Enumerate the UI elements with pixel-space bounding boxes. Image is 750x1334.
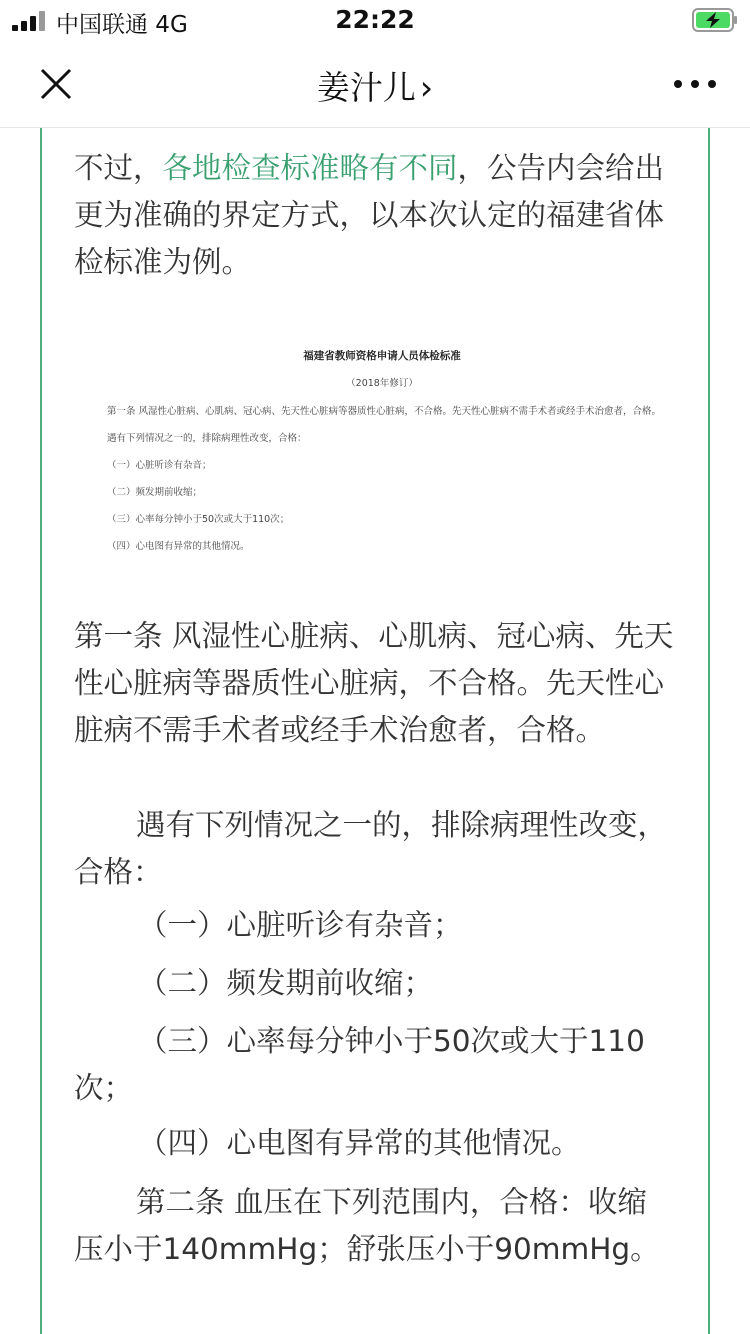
list-item-2: （二）频发期前收缩； — [138, 966, 434, 1000]
list-item-4: （四）心电图有异常的其他情况。 — [138, 1126, 581, 1160]
list-item-3: （三）心率每分钟小于50次或大于110次； — [74, 1024, 645, 1105]
exception-paragraph: 遇有下列情况之一的，排除病理性改变，合格： — [74, 808, 668, 889]
image-revision: （2018年修订） — [346, 378, 418, 389]
clock: 22:22 — [335, 5, 415, 34]
article-2-paragraph: 第二条 血压在下列范围内，合格：收缩压小于140mmHg；舒张压小于90mmHg。 — [74, 1185, 660, 1266]
image-title: 福建省教师资格申请人员体检标准 — [303, 350, 461, 362]
intro-text-end: ，公告内会给出更为准确的界定方式，以本次认定的福建省体检标准为例。 — [74, 151, 665, 279]
status-bar — [0, 0, 750, 40]
image-line-3: （一）心脏听诊有杂音； — [107, 460, 212, 471]
article-body — [40, 128, 710, 1334]
more-icon[interactable] — [672, 78, 718, 90]
image-line-1: 第一条 风湿性心脏病、心肌病、冠心病、先天性心脏病等器质性心脏病，不合格。先天性心脏病不需手术者或经手术治愈者，合格。 — [107, 406, 662, 417]
intro-paragraph — [74, 145, 674, 286]
chevron-right-icon: › — [419, 68, 434, 107]
article-1-paragraph: 第一条 风湿性心脏病、心肌病、冠心病、先天性心脏病等器质性心脏病，不合格。先天性心脏病不需手术者或经手术治愈者，合格。 — [74, 619, 674, 747]
image-line-4: （二）频发期前收缩； — [107, 487, 203, 498]
image-line-5: （三）心率每分钟小于50次或大于110次； — [107, 514, 290, 525]
carrier-label: 中国联通 4G — [56, 12, 188, 38]
standard-document-image — [102, 338, 662, 578]
account-name: 姜汁儿 — [316, 68, 416, 107]
list-item-1: （一）心脏听诊有杂音； — [138, 908, 463, 942]
nav-bar — [0, 40, 750, 128]
intro-highlight: 各地检查标准略有不同 — [162, 151, 458, 185]
image-line-6: （四）心电图有异常的其他情况。 — [107, 541, 250, 552]
image-line-2: 遇有下列情况之一的，排除病理性改变，合格： — [107, 433, 307, 444]
account-title-link[interactable] — [0, 62, 750, 109]
battery-charging-icon — [692, 8, 738, 32]
intro-text-start: 不过， — [74, 151, 163, 185]
